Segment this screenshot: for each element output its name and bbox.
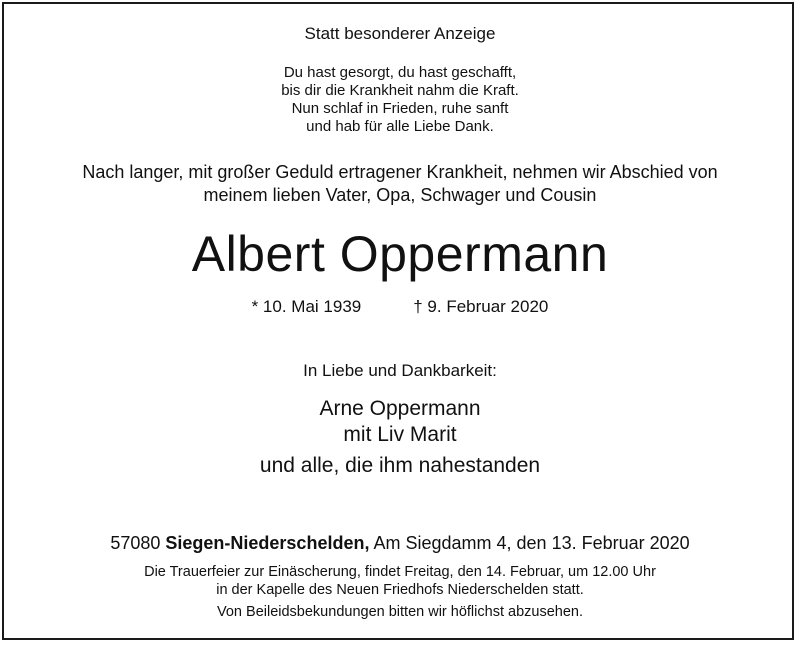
poem-line: Nun schlaf in Frieden, ruhe sanft [291,100,509,117]
note-line: in der Kapelle des Neuen Friedhofs Niederschelden statt. [216,582,584,598]
poem-line: bis dir die Krankheit nahm die Kraft. [281,82,519,99]
intro-line: meinem lieben Vater, Opa, Schwager und Cousin [203,185,597,205]
birth-date: * 10. Mai 1939 [251,297,362,316]
address-line [0,533,800,554]
intro-line: Nach langer, mit großer Geduld ertragener Krankheit, nehmen wir Abschied von [82,162,718,182]
poem-line: Du hast gesorgt, du hast geschafft, [283,64,517,81]
note-line: Von Beileidsbekundungen bitten wir höflichst abzusehen. [217,604,583,620]
street-date: Am Siegdamm 4, den 13. Februar 2020 [373,533,690,553]
notice-header: Statt besonderer Anzeige [304,24,496,43]
place-name: Siegen-Niederschelden, [165,533,370,553]
family-line: mit Liv Marit [343,423,457,446]
family-line: Arne Oppermann [319,397,481,420]
life-dates [0,297,800,317]
thanks-line: In Liebe und Dankbarkeit: [303,361,497,380]
poem-line: und hab für alle Liebe Dank. [306,118,494,135]
postal-code: 57080 [110,533,161,553]
deceased-name: Albert Oppermann [191,226,609,282]
note-line: Die Trauerfeier zur Einäscherung, findet Freitag, den 14. Februar, um 12.00 Uhr [144,564,656,580]
death-date: † 9. Februar 2020 [413,297,549,316]
family-line: und alle, die ihm nahestanden [259,454,541,477]
